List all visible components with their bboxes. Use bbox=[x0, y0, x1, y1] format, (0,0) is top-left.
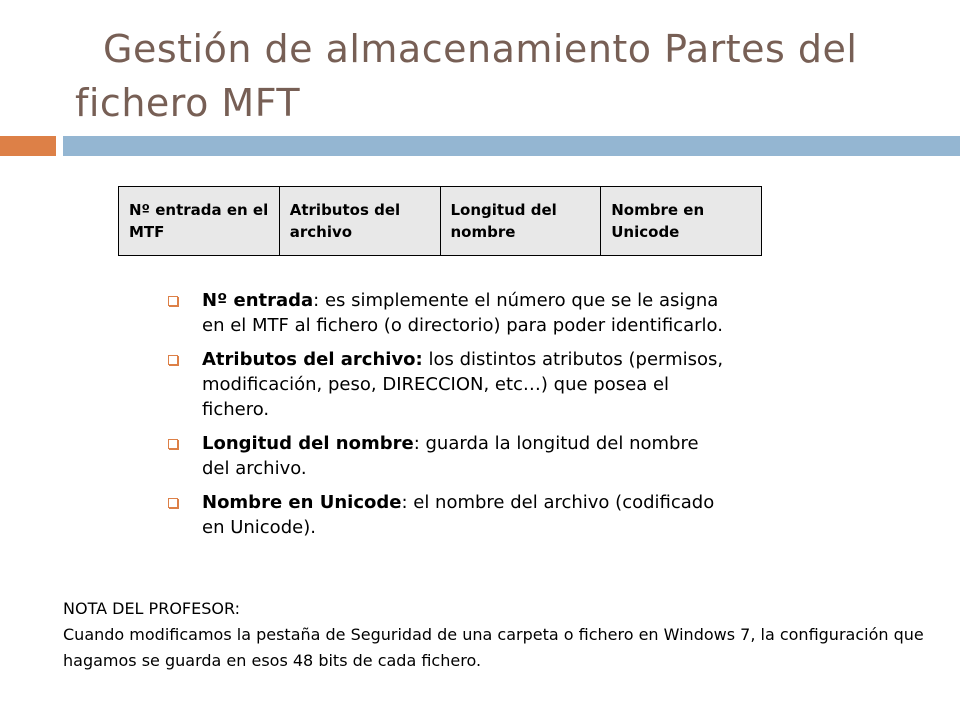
table-cell-attributes: Atributos del archivo bbox=[279, 187, 440, 256]
note-body: Cuando modificamos la pestaña de Seguridad de una carpeta o fichero en Windows 7, la configuración que hagamos se guarda en esos 48 bits de cada fichero. bbox=[63, 625, 924, 670]
bullet-text: : es simplemente el número que se le asigna en el MTF al fichero (o directorio) para poder identificarlo. bbox=[202, 290, 723, 336]
table-row bbox=[119, 187, 762, 256]
square-bullet-icon bbox=[168, 355, 178, 365]
table-cell-name-length: Longitud del nombre bbox=[440, 187, 601, 256]
list-item bbox=[166, 431, 726, 481]
bullet-text: : guarda la longitud del nombre del archivo. bbox=[202, 433, 699, 479]
bullet-term: Nombre en Unicode bbox=[202, 492, 402, 513]
table-cell-entry-number: Nº entrada en el MTF bbox=[119, 187, 280, 256]
bullet-text: los distintos atributos (permisos, modificación, peso, DIRECCION, etc…) que posea el fichero. bbox=[202, 349, 724, 420]
bullet-term: Nº entrada bbox=[202, 290, 314, 311]
square-bullet-icon bbox=[168, 296, 178, 306]
list-item bbox=[166, 347, 726, 422]
table-cell-unicode-name: Nombre en Unicode bbox=[601, 187, 762, 256]
square-bullet-icon bbox=[168, 498, 178, 508]
divider-bar bbox=[63, 136, 960, 156]
bullet-term: Atributos del archivo: bbox=[202, 349, 423, 370]
square-bullet-icon bbox=[168, 439, 178, 449]
list-item bbox=[166, 490, 726, 540]
bullet-term: Longitud del nombre bbox=[202, 433, 414, 454]
note-heading: NOTA DEL PROFESOR: bbox=[63, 599, 240, 618]
slide-title bbox=[75, 22, 935, 130]
mft-entry-table bbox=[118, 186, 762, 256]
list-item bbox=[166, 288, 726, 338]
bullet-text: : el nombre del archivo (codificado en Unicode). bbox=[202, 492, 715, 538]
title-line-2: fichero MFT bbox=[75, 81, 301, 125]
divider-accent bbox=[0, 136, 56, 156]
title-line-1: Gestión de almacenamiento Partes del bbox=[103, 27, 858, 71]
bullet-list bbox=[166, 288, 726, 549]
teacher-note bbox=[63, 596, 943, 674]
